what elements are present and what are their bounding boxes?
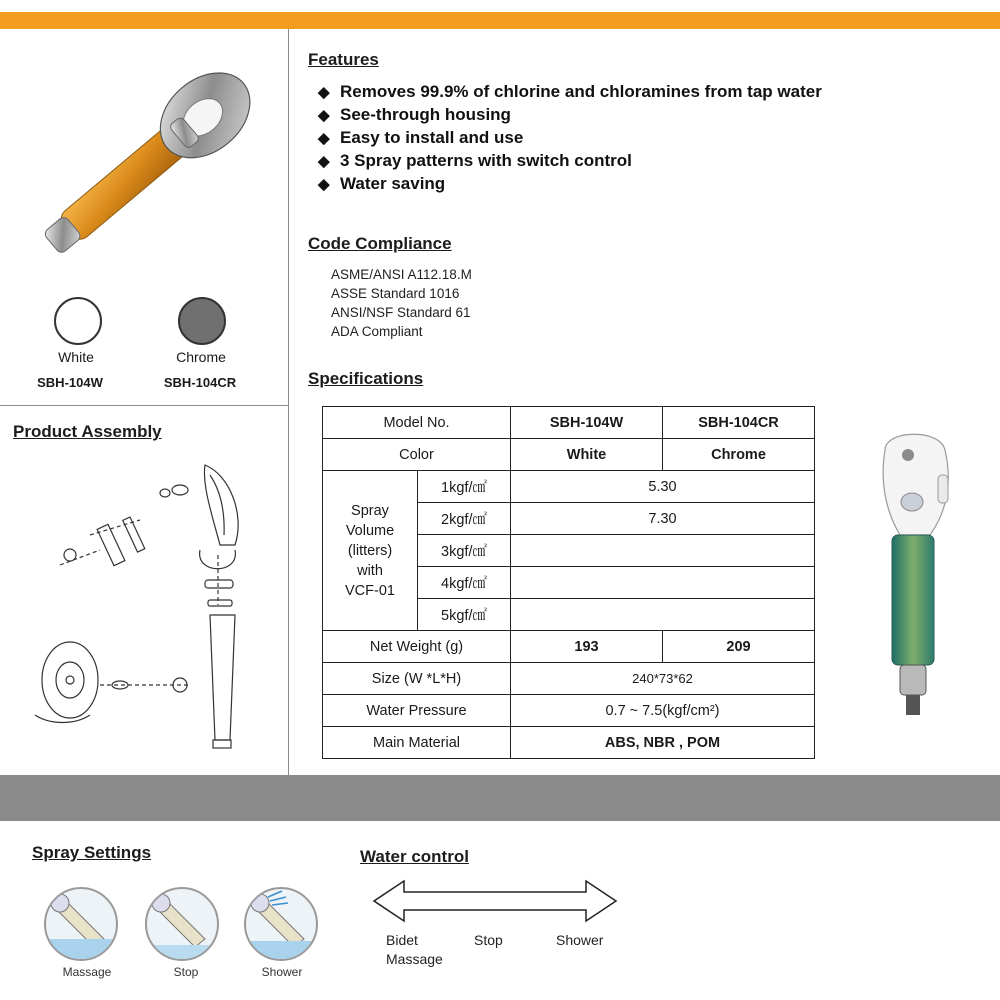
pressure-4-label: 4kgf/㎠ [418,567,511,599]
massage-mode-illustration [46,889,116,959]
chrome-model-code: SBH-104CR [163,375,237,390]
shower-head-chrome-image [10,60,270,275]
color-label-cell: Color [323,439,511,471]
spray-volume-label-cell: Spray Volume (litters) with VCF-01 [323,471,418,631]
pressure-3-value [511,535,815,567]
weight-cr-cell: 209 [663,631,815,663]
stop-label: Stop [474,932,503,948]
pressure-4-value [511,567,815,599]
compliance-item: ADA Compliant [331,324,423,339]
shower-label: Shower [556,932,604,948]
code-compliance-heading: Code Compliance [308,234,452,253]
stop-mode-illustration [147,889,217,959]
compliance-item: ANSI/NSF Standard 61 [331,305,471,320]
pressure-1-label: 1kgf/㎠ [418,471,511,503]
spray-settings-heading: Spray Settings [32,843,152,862]
weight-label-cell: Net Weight (g) [323,631,511,663]
model-label-cell: Model No. [323,407,511,439]
feature-item: ◆ See-through housing [318,103,822,126]
shower-head-white-image [860,430,970,720]
size-label-cell: Size (W *L*H) [323,663,511,695]
specifications-heading: Specifications [308,369,424,388]
pressure-3-label: 3kgf/㎠ [418,535,511,567]
model-cr-cell: SBH-104CR [663,407,815,439]
diamond-bullet-icon: ◆ [318,153,330,170]
diamond-bullet-icon: ◆ [318,130,330,147]
shower-mode-icon [244,887,318,961]
compliance-list [331,265,472,341]
color-cr-cell: Chrome [663,439,815,471]
model-w-cell: SBH-104W [511,407,663,439]
chrome-finish-label: Chrome [176,349,226,365]
massage-mode-label: Massage [62,965,112,979]
massage-label: Massage [386,951,443,967]
table-row [323,631,815,663]
table-row [323,407,815,439]
assembly-exploded-diagram [30,455,280,770]
bidet-label: Bidet [386,932,418,948]
color-w-cell: White [511,439,663,471]
white-model-code: SBH-104W [37,375,103,390]
feature-item: ◆ 3 Spray patterns with switch control [318,149,822,172]
compliance-item: ASME/ANSI A112.18.M [331,267,472,282]
feature-item: ◆ Removes 99.9% of chlorine and chloramines from tap water [318,80,822,103]
pressure-2-value: 7.30 [511,503,815,535]
stop-mode-label: Stop [173,965,199,979]
shower-mode-label: Shower [261,965,303,979]
double-arrow-icon [372,878,618,924]
feature-item: ◆ Easy to install and use [318,126,822,149]
column-divider [288,29,289,775]
stop-mode-icon [145,887,219,961]
massage-mode-icon [44,887,118,961]
table-row [323,439,815,471]
weight-w-cell: 193 [511,631,663,663]
features-heading: Features [308,50,379,69]
pressure-1-value: 5.30 [511,471,815,503]
water-control-heading: Water control [360,847,469,866]
compliance-item: ASSE Standard 1016 [331,286,460,301]
water-pressure-value-cell: 0.7 ~ 7.5(kgf/cm²) [511,695,815,727]
pressure-5-value [511,599,815,631]
material-label-cell: Main Material [323,727,511,759]
product-assembly-heading: Product Assembly [13,422,162,441]
diamond-bullet-icon: ◆ [318,84,330,101]
diamond-bullet-icon: ◆ [318,107,330,124]
pressure-5-label: 5kgf/㎠ [418,599,511,631]
material-value-cell: ABS, NBR , POM [511,727,815,759]
water-pressure-label-cell: Water Pressure [323,695,511,727]
table-row [323,727,815,759]
table-row [323,471,815,503]
feature-item: ◆ Water saving [318,172,822,195]
table-row [323,663,815,695]
white-swatch [54,297,102,345]
pressure-2-label: 2kgf/㎠ [418,503,511,535]
white-finish-label: White [58,349,94,365]
table-row [323,695,815,727]
section-gray-bar [0,775,1000,821]
diamond-bullet-icon: ◆ [318,176,330,193]
chrome-swatch [178,297,226,345]
specifications-table [322,406,815,759]
features-list [318,80,822,195]
left-section-divider [0,405,288,406]
top-accent-bar [0,12,1000,29]
size-value-cell: 240*73*62 [511,663,815,695]
shower-mode-illustration [246,889,316,959]
